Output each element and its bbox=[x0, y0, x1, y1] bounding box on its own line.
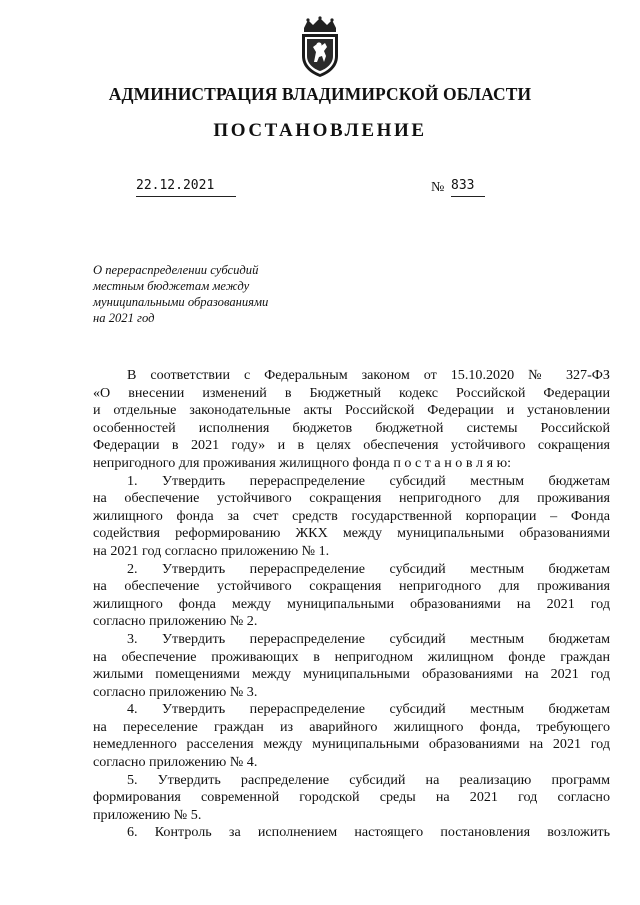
body-line: 2. Утвердить перераспределение субсидий местным бюджетам bbox=[127, 560, 610, 577]
body-line: на обеспечение устойчивого сокращения непригодного для проживания bbox=[93, 578, 610, 595]
body-line: немедленного расселения между муниципальными образованиями на 2021 год bbox=[93, 736, 610, 753]
body-line: 5. Утвердить распределение субсидий на реализацию программ bbox=[127, 771, 610, 788]
document-date: 22.12.2021 bbox=[136, 178, 236, 197]
body-line: формирования современной городской среды на 2021 год согласно bbox=[93, 789, 610, 806]
body-line: приложению № 5. bbox=[93, 806, 202, 823]
document-body bbox=[93, 367, 610, 842]
body-line: на переселение граждан из аварийного жилищного фонда, требующего bbox=[93, 718, 610, 735]
coat-of-arms-icon bbox=[294, 16, 346, 78]
body-line: непригодного для проживания жилищного фонда п о с т а н о в л я ю: bbox=[93, 454, 512, 471]
subject-line: местным бюджетам между bbox=[93, 279, 250, 293]
body-line: 1. Утвердить перераспределение субсидий местным бюджетам bbox=[127, 472, 610, 489]
body-line: на 2021 год согласно приложению № 1. bbox=[93, 542, 330, 559]
document-type: ПОСТАНОВЛЕНИЕ bbox=[213, 120, 427, 141]
document-subject bbox=[93, 262, 293, 326]
document-number: 833 bbox=[451, 178, 485, 197]
body-line: Федерации в 2021 году» и в целях обеспечения устойчивого сокращения bbox=[93, 437, 610, 454]
body-line: согласно приложению № 2. bbox=[93, 613, 258, 630]
body-line: согласно приложению № 3. bbox=[93, 683, 258, 700]
body-line: на обеспечение устойчивого сокращения непригодного для проживания bbox=[93, 490, 610, 507]
organization-name: АДМИНИСТРАЦИЯ ВЛАДИМИРСКОЙ ОБЛАСТИ bbox=[108, 84, 532, 104]
body-line: В соответствии с Федеральным законом от 15.10.2020 № 327-ФЗ bbox=[127, 367, 610, 383]
body-line: содействия реформированию ЖКХ между муниципальными образованиями bbox=[93, 525, 610, 542]
subject-line: муниципальными образованиями bbox=[93, 295, 269, 309]
body-line: 3. Утвердить перераспределение субсидий местным бюджетам bbox=[127, 630, 610, 647]
body-line: 6. Контроль за исполнением настоящего постановления возложить bbox=[127, 824, 610, 841]
subject-line: на 2021 год bbox=[93, 311, 155, 325]
body-line: особенностей исполнения бюджетов бюджетной системы Российской bbox=[93, 419, 610, 436]
body-line: жилищного фонда между муниципальными образованиями на 2021 год bbox=[93, 595, 610, 612]
body-line: жилищного фонда за счет средств государственной корпорации – Фонда bbox=[93, 507, 610, 524]
body-line: согласно приложению № 4. bbox=[93, 754, 258, 771]
body-line: 4. Утвердить перераспределение субсидий местным бюджетам bbox=[127, 701, 610, 718]
body-line: «О внесении изменений в Бюджетный кодекс Российской Федерации bbox=[93, 384, 610, 401]
body-line: и отдельные законодательные акты Российской Федерации и установлении bbox=[93, 402, 610, 419]
subject-line: О перераспределении субсидий bbox=[93, 263, 259, 277]
body-line: на обеспечение проживающих в непригодном жилищном фонде граждан bbox=[93, 648, 610, 665]
number-sign: № bbox=[431, 180, 445, 195]
body-line: жилыми помещениями между муниципальными образованиями на 2021 год bbox=[93, 666, 610, 683]
